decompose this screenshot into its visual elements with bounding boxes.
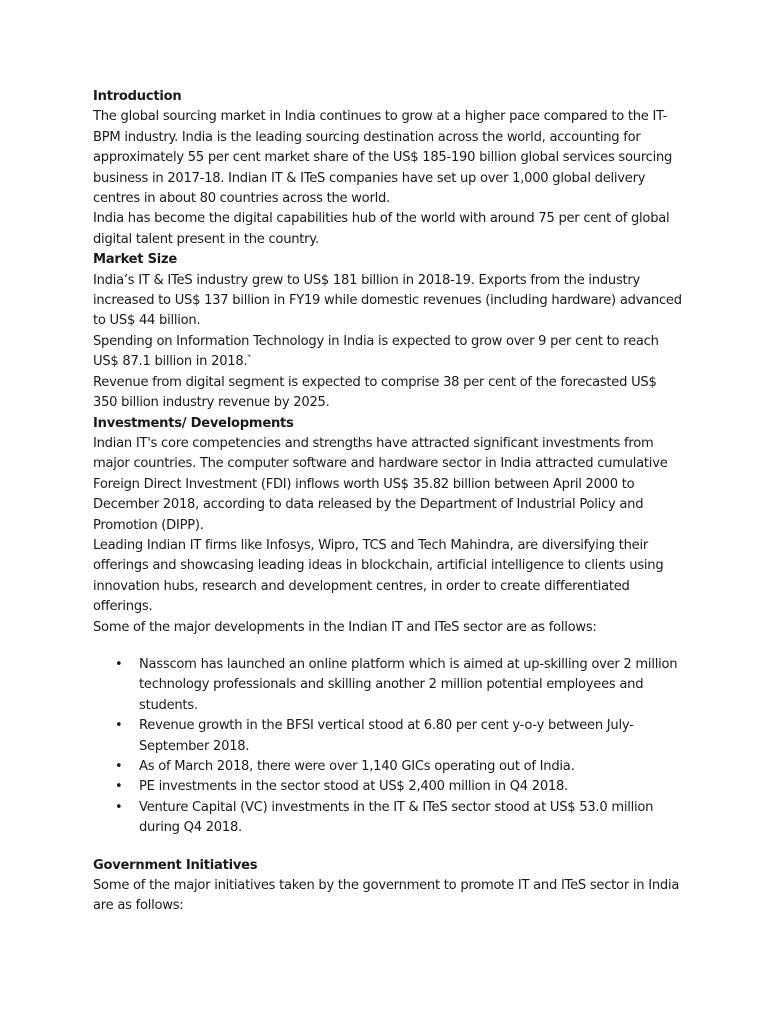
bullet-icon: • (115, 759, 123, 774)
bullet-icon: • (115, 718, 123, 734)
introduction-paragraph-2: India has become the digital capabilities hub of the world with around 75 per cent of global digital talent present in the country. (93, 211, 670, 247)
investments-paragraph-1: Indian IT's core competencies and strengths have attracted significant investments from major countries. The computer software and hardware sector in India attracted cumulative Foreign Direct Investment (FDI) inflows worth US$ 35.82 billion between April 2000 to December 2018, according to data released by the Department of Industrial Policy and Promotion (DIPP). (93, 435, 668, 533)
government-initiatives-paragraph: Some of the major initiatives taken by the government to promote IT and ITeS sector in India are as follows: (93, 878, 680, 914)
market-size-paragraph-2-text: Spending on Information Technology in India is expected to grow over 9 per cent to reach US$ 87.1 billion in 2018. (93, 333, 659, 370)
bullet-icon: • (115, 799, 123, 815)
market-size-paragraph-1: India’s IT & ITeS industry grew to US$ 181 billion in 2018-19. Exports from the industry increased to US$ 137 billion in FY19 while domestic revenues (including hardware) advanced to US$ 44 billion. (93, 272, 682, 329)
list-item (93, 798, 683, 839)
document-page (93, 87, 683, 917)
list-item-text: PE investments in the sector stood at US$ 2,400 million in Q4 2018. (139, 779, 568, 795)
investments-paragraph-3: Some of the major developments in the Indian IT and ITeS sector are as follows: (93, 619, 597, 635)
market-size-paragraph-2 (93, 332, 683, 373)
government-initiatives-heading: Government Initiatives (93, 857, 258, 873)
investments-heading: Investments/ Developments (93, 415, 294, 431)
list-item-text: Revenue growth in the BFSI vertical stood at 6.80 per cent y-o-y between July-September 2018. (139, 718, 634, 754)
list-item-text: Nasscom has launched an online platform which is aimed at up-skilling over 2 million technology professionals and skilling another 2 million potential employees and students. (139, 656, 678, 713)
list-item (93, 716, 683, 757)
introduction-paragraph-1: The global sourcing market in India continues to grow at a higher pace compared to the IT-BPM industry. India is the leading sourcing destination across the world, accounting for approximately 55 per cent market share of the US$ 185-190 billion global services sourcing business in 2017-18. Indian IT & ITeS companies have set up over 1,000 global delivery centres in about 80 countries across the world. (93, 109, 673, 207)
list-item (93, 777, 683, 797)
bullet-icon: • (115, 656, 123, 672)
list-item-text: Venture Capital (VC) investments in the IT & ITeS sector stood at US$ 53.0 million during Q4 2018. (139, 799, 654, 836)
footnote-marker: * (247, 353, 251, 362)
market-size-paragraph-3: Revenue from digital segment is expected to comprise 38 per cent of the forecasted US$ 350 billion industry revenue by 2025. (93, 374, 657, 411)
market-size-heading: Market Size (93, 252, 178, 268)
investments-paragraph-2: Leading Indian IT firms like Infosys, Wipro, TCS and Tech Mahindra, are diversifying their offerings and showcasing leading ideas in blockchain, artificial intelligence to clients using innovation hubs, research and development centres, in order to create differentiated offerings. (93, 537, 664, 615)
list-item (93, 655, 683, 716)
list-item-text: As of March 2018, there were over 1,140 GICs operating out of India. (139, 759, 575, 774)
list-item (93, 757, 683, 777)
bullet-icon: • (115, 779, 123, 795)
introduction-heading: Introduction (93, 89, 182, 104)
developments-list (93, 655, 683, 839)
